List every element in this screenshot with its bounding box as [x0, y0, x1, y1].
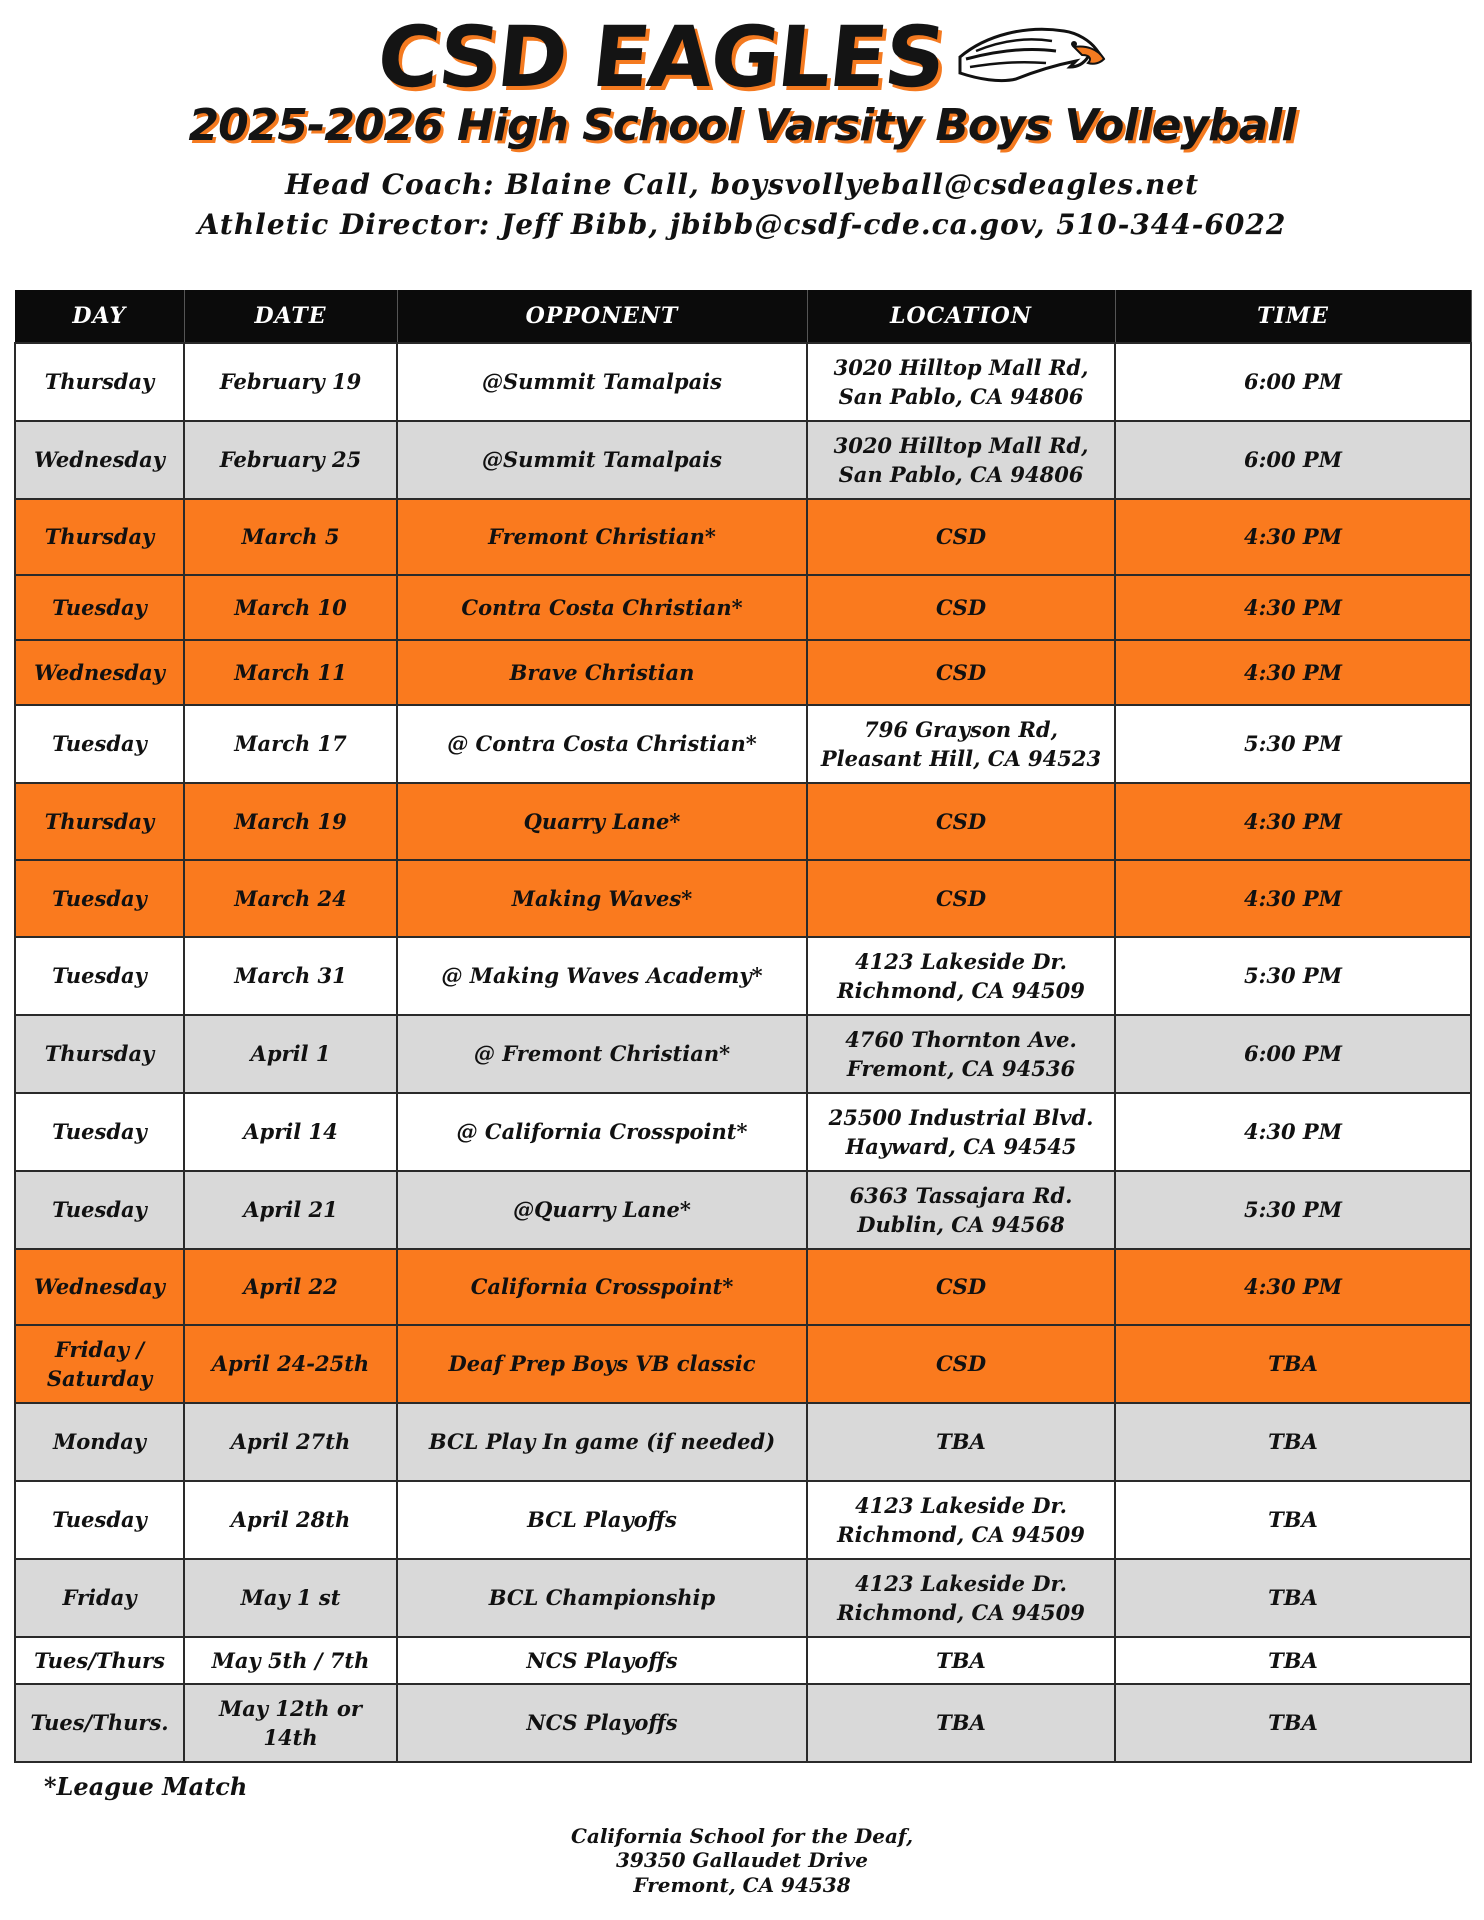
- cell-opponent: Contra Costa Christian*: [397, 575, 807, 640]
- cell-opponent: Deaf Prep Boys VB classic: [397, 1325, 807, 1403]
- title-row: [0, 8, 1484, 106]
- cell-day: Tuesday: [15, 1171, 184, 1249]
- cell-date: March 24: [184, 860, 397, 937]
- cell-date: March 31: [184, 937, 397, 1015]
- location-line-1: 4760 Thornton Ave.: [845, 1026, 1077, 1052]
- cell-date: April 1: [184, 1015, 397, 1093]
- cell-date: April 14: [184, 1093, 397, 1171]
- location-line-2: Pleasant Hill, CA 94523: [820, 746, 1102, 771]
- table-row: [15, 1325, 1471, 1403]
- cell-date: February 19: [184, 343, 397, 421]
- cell-opponent: @Summit Tamalpais: [397, 343, 807, 421]
- schedule-table: [14, 290, 1472, 1763]
- table-header-row: [15, 290, 1471, 343]
- cell-day: Thursday: [15, 783, 184, 860]
- cell-date: May 1 st: [184, 1559, 397, 1637]
- cell-time: 6:00 PM: [1115, 421, 1471, 499]
- cell-location: [807, 1481, 1115, 1559]
- cell-opponent: California Crosspoint*: [397, 1249, 807, 1325]
- cell-time: 4:30 PM: [1115, 860, 1471, 937]
- cell-day: Friday: [15, 1559, 184, 1637]
- cell-time: 4:30 PM: [1115, 783, 1471, 860]
- cell-time: 5:30 PM: [1115, 705, 1471, 783]
- location-line-1: 796 Grayson Rd,: [864, 716, 1058, 742]
- cell-location: CSD: [807, 499, 1115, 575]
- table-row: [15, 783, 1471, 860]
- page-title: CSD EAGLES: [373, 8, 949, 106]
- cell-date: April 21: [184, 1171, 397, 1249]
- cell-time: 5:30 PM: [1115, 937, 1471, 1015]
- column-header-location: LOCATION: [807, 290, 1115, 343]
- eagle-head-icon: [956, 17, 1106, 97]
- cell-location: [807, 1171, 1115, 1249]
- location-line-2: Richmond, CA 94509: [837, 978, 1085, 1003]
- column-header-opponent: OPPONENT: [397, 290, 807, 343]
- cell-day: Tuesday: [15, 705, 184, 783]
- location-line-1: 4123 Lakeside Dr.: [855, 1570, 1067, 1596]
- column-header-day: DAY: [15, 290, 184, 343]
- page-subtitle: 2025-2026 High School Varsity Boys Volleyball: [188, 100, 1296, 151]
- cell-day: Tuesday: [15, 860, 184, 937]
- cell-time: 4:30 PM: [1115, 575, 1471, 640]
- cell-location: TBA: [807, 1684, 1115, 1762]
- cell-location: [807, 937, 1115, 1015]
- cell-date: March 11: [184, 640, 397, 705]
- cell-opponent: @ California Crosspoint*: [397, 1093, 807, 1171]
- cell-location: CSD: [807, 1249, 1115, 1325]
- cell-time: TBA: [1115, 1684, 1471, 1762]
- cell-day: Tuesday: [15, 1481, 184, 1559]
- cell-opponent: @ Contra Costa Christian*: [397, 705, 807, 783]
- day-line-1: Friday /: [54, 1336, 145, 1362]
- address-line-1: California School for the Deaf,: [570, 1824, 914, 1848]
- cell-date: April 27th: [184, 1403, 397, 1481]
- cell-day: Thursday: [15, 1015, 184, 1093]
- table-row: [15, 499, 1471, 575]
- cell-opponent: Making Waves*: [397, 860, 807, 937]
- cell-location: CSD: [807, 860, 1115, 937]
- cell-time: 6:00 PM: [1115, 343, 1471, 421]
- cell-date: April 22: [184, 1249, 397, 1325]
- cell-date: March 10: [184, 575, 397, 640]
- athletic-director-info: Athletic Director: Jeff Bibb, jbibb@csdf-cde.ca.gov, 510-344-6022: [197, 208, 1287, 241]
- cell-opponent: BCL Playoffs: [397, 1481, 807, 1559]
- table-row: [15, 575, 1471, 640]
- cell-time: 4:30 PM: [1115, 640, 1471, 705]
- cell-location: [807, 1559, 1115, 1637]
- table-row: [15, 1403, 1471, 1481]
- cell-location: CSD: [807, 640, 1115, 705]
- location-line-1: 3020 Hilltop Mall Rd,: [833, 432, 1089, 458]
- cell-opponent: Fremont Christian*: [397, 499, 807, 575]
- cell-location: [807, 1015, 1115, 1093]
- table-row: [15, 421, 1471, 499]
- table-row: [15, 640, 1471, 705]
- cell-opponent: Brave Christian: [397, 640, 807, 705]
- cell-day: Tues/Thurs.: [15, 1684, 184, 1762]
- cell-opponent: @Summit Tamalpais: [397, 421, 807, 499]
- cell-day: Tuesday: [15, 1093, 184, 1171]
- cell-day: [15, 1325, 184, 1403]
- table-row: [15, 1171, 1471, 1249]
- location-line-1: 4123 Lakeside Dr.: [855, 1492, 1067, 1518]
- table-row: [15, 1481, 1471, 1559]
- location-line-2: San Pablo, CA 94806: [838, 462, 1084, 487]
- cell-opponent: NCS Playoffs: [397, 1684, 807, 1762]
- column-header-time: TIME: [1115, 290, 1471, 343]
- cell-location: [807, 343, 1115, 421]
- cell-time: TBA: [1115, 1403, 1471, 1481]
- location-line-1: 25500 Industrial Blvd.: [828, 1104, 1094, 1130]
- table-row: [15, 937, 1471, 1015]
- table-row: [15, 1559, 1471, 1637]
- location-line-1: 4123 Lakeside Dr.: [855, 948, 1067, 974]
- cell-location: [807, 421, 1115, 499]
- league-match-footnote: *League Match: [44, 1772, 248, 1801]
- cell-date: April 24-25th: [184, 1325, 397, 1403]
- cell-time: 5:30 PM: [1115, 1171, 1471, 1249]
- cell-time: TBA: [1115, 1481, 1471, 1559]
- location-line-1: 3020 Hilltop Mall Rd,: [833, 354, 1089, 380]
- cell-opponent: @ Fremont Christian*: [397, 1015, 807, 1093]
- day-line-2: Saturday: [46, 1366, 153, 1391]
- location-line-2: Fremont, CA 94536: [846, 1056, 1076, 1081]
- cell-opponent: @ Making Waves Academy*: [397, 937, 807, 1015]
- cell-time: TBA: [1115, 1637, 1471, 1684]
- location-line-2: Richmond, CA 94509: [837, 1522, 1085, 1547]
- school-address: [0, 1824, 1484, 1897]
- cell-day: Monday: [15, 1403, 184, 1481]
- cell-location: TBA: [807, 1403, 1115, 1481]
- table-row: [15, 343, 1471, 421]
- table-row: [15, 705, 1471, 783]
- cell-location: [807, 1093, 1115, 1171]
- location-line-1: 6363 Tassajara Rd.: [849, 1182, 1073, 1208]
- location-line-2: Dublin, CA 94568: [857, 1212, 1065, 1237]
- cell-location: CSD: [807, 575, 1115, 640]
- cell-time: TBA: [1115, 1325, 1471, 1403]
- cell-date: March 5: [184, 499, 397, 575]
- location-line-2: Hayward, CA 94545: [845, 1134, 1077, 1159]
- cell-date: May 5th / 7th: [184, 1637, 397, 1684]
- cell-time: 4:30 PM: [1115, 1249, 1471, 1325]
- cell-day: Tuesday: [15, 575, 184, 640]
- location-line-2: Richmond, CA 94509: [837, 1600, 1085, 1625]
- address-line-3: Fremont, CA 94538: [633, 1872, 851, 1897]
- cell-day: Wednesday: [15, 421, 184, 499]
- cell-day: Tues/Thurs: [15, 1637, 184, 1684]
- table-row: [15, 1093, 1471, 1171]
- cell-date: March 19: [184, 783, 397, 860]
- cell-time: 4:30 PM: [1115, 499, 1471, 575]
- table-row: [15, 1015, 1471, 1093]
- cell-date: May 12th or 14th: [184, 1684, 397, 1762]
- table-row: [15, 1684, 1471, 1762]
- cell-location: [807, 705, 1115, 783]
- cell-opponent: BCL Championship: [397, 1559, 807, 1637]
- cell-time: 6:00 PM: [1115, 1015, 1471, 1093]
- address-line-2: 39350 Gallaudet Drive: [615, 1848, 868, 1873]
- cell-day: Thursday: [15, 499, 184, 575]
- column-header-date: DATE: [184, 290, 397, 343]
- cell-opponent: BCL Play In game (if needed): [397, 1403, 807, 1481]
- cell-date: February 25: [184, 421, 397, 499]
- cell-day: Wednesday: [15, 1249, 184, 1325]
- cell-opponent: NCS Playoffs: [397, 1637, 807, 1684]
- cell-date: April 28th: [184, 1481, 397, 1559]
- table-row: [15, 860, 1471, 937]
- cell-day: Tuesday: [15, 937, 184, 1015]
- cell-opponent: Quarry Lane*: [397, 783, 807, 860]
- cell-day: Wednesday: [15, 640, 184, 705]
- cell-location: TBA: [807, 1637, 1115, 1684]
- cell-date: March 17: [184, 705, 397, 783]
- head-coach-info: Head Coach: Blaine Call, boysvollyeball@csdeagles.net: [284, 168, 1200, 201]
- cell-time: 4:30 PM: [1115, 1093, 1471, 1171]
- table-row: [15, 1637, 1471, 1684]
- table-row: [15, 1249, 1471, 1325]
- location-line-2: San Pablo, CA 94806: [838, 384, 1084, 409]
- cell-day: Thursday: [15, 343, 184, 421]
- cell-location: CSD: [807, 1325, 1115, 1403]
- cell-time: TBA: [1115, 1559, 1471, 1637]
- cell-opponent: @Quarry Lane*: [397, 1171, 807, 1249]
- cell-location: CSD: [807, 783, 1115, 860]
